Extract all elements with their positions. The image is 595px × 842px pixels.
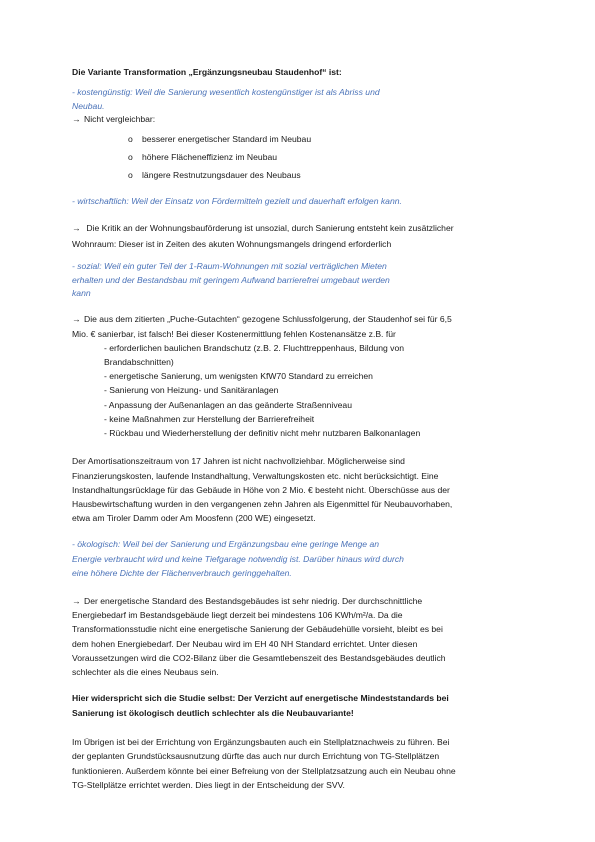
text-line: Finanzierungskosten, laufende Instandhaltung, Verwaltungskosten etc. nicht berücksichtigt. Eine	[72, 470, 439, 481]
widerspruch-paragraph	[72, 691, 524, 721]
text-line: Der Amortisationszeitraum von 17 Jahren ist nicht nachvollziehbar. Möglicherweise sind	[72, 456, 405, 467]
puche-paragraph	[72, 312, 524, 340]
text-line: Neubau.	[72, 100, 105, 111]
text-line: funktionieren. Außerdem könnte bei einer Befreiung von der Stellplatzsatzung auch ein Neubau ohne	[72, 765, 456, 776]
wirtschaftlich-line: - wirtschaftlich: Weil der Einsatz von Fördermitteln gezielt und dauerhaft erfolgen kann.	[72, 195, 402, 206]
sozial-paragraph	[72, 260, 524, 300]
text-line: - sozial: Weil ein guter Teil der 1-Raum-Wohnungen mit sozial verträglichen Mieten	[72, 261, 387, 272]
list-item	[128, 133, 524, 146]
text-line: - kostengünstig: Weil die Sanierung wesentlich kostengünstiger ist als Abriss und	[72, 87, 380, 98]
list-item: - erforderlichen baulichen Brandschutz (z.B. 2. Fluchttreppenhaus, Bildung von	[104, 342, 404, 353]
document-page	[72, 66, 524, 792]
text-line-content: Die aus dem zitierten „Puche-Gutachten“ gezogene Schlussfolgerung, der Staudenhof sei für 6,5	[84, 314, 452, 325]
text-line: etwa am Tiroler Damm oder Am Moosfenn (200 WE) eingesetzt.	[72, 513, 316, 524]
nicht-vergleichbar-line	[72, 113, 524, 126]
missing-costs-list	[104, 341, 524, 440]
arrow-icon: →	[72, 595, 81, 606]
text-line-content: Der energetische Standard des Bestandsgebäudes ist sehr niedrig. Der durchschnittliche	[84, 595, 423, 606]
text-line: kann	[72, 288, 91, 299]
text-line: TG-Stellplätze errichtet werden. Dies liegt in der Entscheidung der SVV.	[72, 779, 345, 790]
list-item: - Rückbau und Wiederherstellung der definitiv nicht mehr nutzbaren Balkonanlagen	[104, 428, 421, 439]
list-item-continuation: Brandabschnitten)	[104, 357, 174, 368]
text-line: Instandhaltungsrücklage für das Gebäude in Höhe von 2 Mio. € besteht nicht. Überschüsse aus der	[72, 484, 450, 495]
bullet-icon: o	[128, 170, 133, 181]
list-item: - keine Maßnahmen zur Herstellung der Barrierefreiheit	[104, 413, 315, 424]
text-line: - ökologisch: Weil bei der Sanierung und Ergänzungsbau eine geringe Menge an	[72, 539, 380, 550]
list-item-label: längere Restnutzungsdauer des Neubaus	[142, 170, 301, 181]
text-line: eine höhere Dichte der Flächenverbrauch geringgehalten.	[72, 567, 292, 578]
bullet-icon: o	[128, 133, 133, 144]
oekologisch-paragraph	[72, 537, 524, 580]
text-line: dem hohen Energiebedarf. Der Neubau wird im EH 40 NH Standard errichtet. Unter diesen	[72, 638, 418, 649]
text-line: Transformationsstudie nicht eine energetische Sanierung der Gebäudehülle vorsieht, bleibt es bei	[72, 624, 443, 635]
bullet-icon: o	[128, 152, 133, 163]
text-line: schlechter als die eines Neubaus sein.	[72, 666, 219, 677]
list-item: - Sanierung von Heizung- und Sanitäranlagen	[104, 385, 279, 396]
kosten-paragraph	[72, 86, 524, 113]
list-item: - Anpassung der Außenanlagen an das geänderte Straßenniveau	[104, 399, 352, 410]
text-line: erhalten und der Bestandsbau mit geringem Aufwand barrierefrei umgebaut werden	[72, 274, 390, 285]
page-title: Die Variante Transformation „Ergänzungsneubau Staudenhof“ ist:	[72, 67, 342, 77]
text-line: Hausbewirtschaftung wurden in den vergangenen zehn Jahren als Eigenmittel für Neubauvorhaben,	[72, 498, 453, 509]
list-item-label: höhere Flächeneffizienz im Neubau	[142, 152, 278, 163]
text-line: Wohnraum: Dieser ist in Zeiten des akuten Wohnungsmangels dringend erforderlich	[72, 239, 392, 250]
text-line: der geplanten Grundstücksausnutzung dürfte das auch nur durch Errichtung von TG-Stellplätzen	[72, 751, 440, 762]
text-line: Energiebedarf im Bestandsgebäude liegt derzeit bei mindestens 106 KWh/m²/a. Da die	[72, 610, 403, 621]
list-item: - energetische Sanierung, um wenigsten KfW70 Standard zu erreichen	[104, 371, 373, 382]
list-item	[128, 151, 524, 164]
text-line	[72, 594, 524, 608]
text-line: Im Übrigen ist bei der Errichtung von Ergänzungsbauten auch ein Stellplatznachweis zu führen. Bei	[72, 737, 450, 748]
stellplatz-paragraph	[72, 735, 524, 792]
text-line: Energie verbraucht wird und keine Tiefgarage notwendig ist. Darüber hinaus wird durch	[72, 553, 404, 564]
arrow-icon: →	[72, 314, 81, 325]
kritik-paragraph	[72, 220, 524, 252]
list-item	[128, 169, 524, 182]
arrow-icon: →	[72, 114, 81, 125]
reasons-list	[128, 133, 524, 183]
arrow-icon: →	[72, 223, 81, 234]
energie-paragraph	[72, 594, 524, 679]
amortisation-paragraph	[72, 454, 524, 525]
text-line: Voraussetzungen wird die CO2-Bilanz über die Gesamtlebenszeit des Bestandsgebäudes deutlich	[72, 652, 446, 663]
text-line: Hier widerspricht sich die Studie selbst: Der Verzicht auf energetische Mindeststandards bei	[72, 693, 449, 704]
text-line-content: Die Kritik an der Wohnungsbauförderung ist unsozial, durch Sanierung entsteht kein zusätzlicher	[86, 223, 454, 234]
list-item-label: besserer energetischer Standard im Neubau	[142, 133, 312, 144]
text-line	[72, 312, 524, 326]
nicht-vergleichbar-label: Nicht vergleichbar:	[84, 114, 156, 125]
text-line	[72, 220, 524, 236]
text-line: Mio. € sanierbar, ist falsch! Bei dieser Kostenermittlung fehlen Kostenansätze z.B. für	[72, 328, 396, 339]
text-line: Sanierung ist ökologisch deutlich schlechter als die Neubauvariante!	[72, 708, 354, 719]
